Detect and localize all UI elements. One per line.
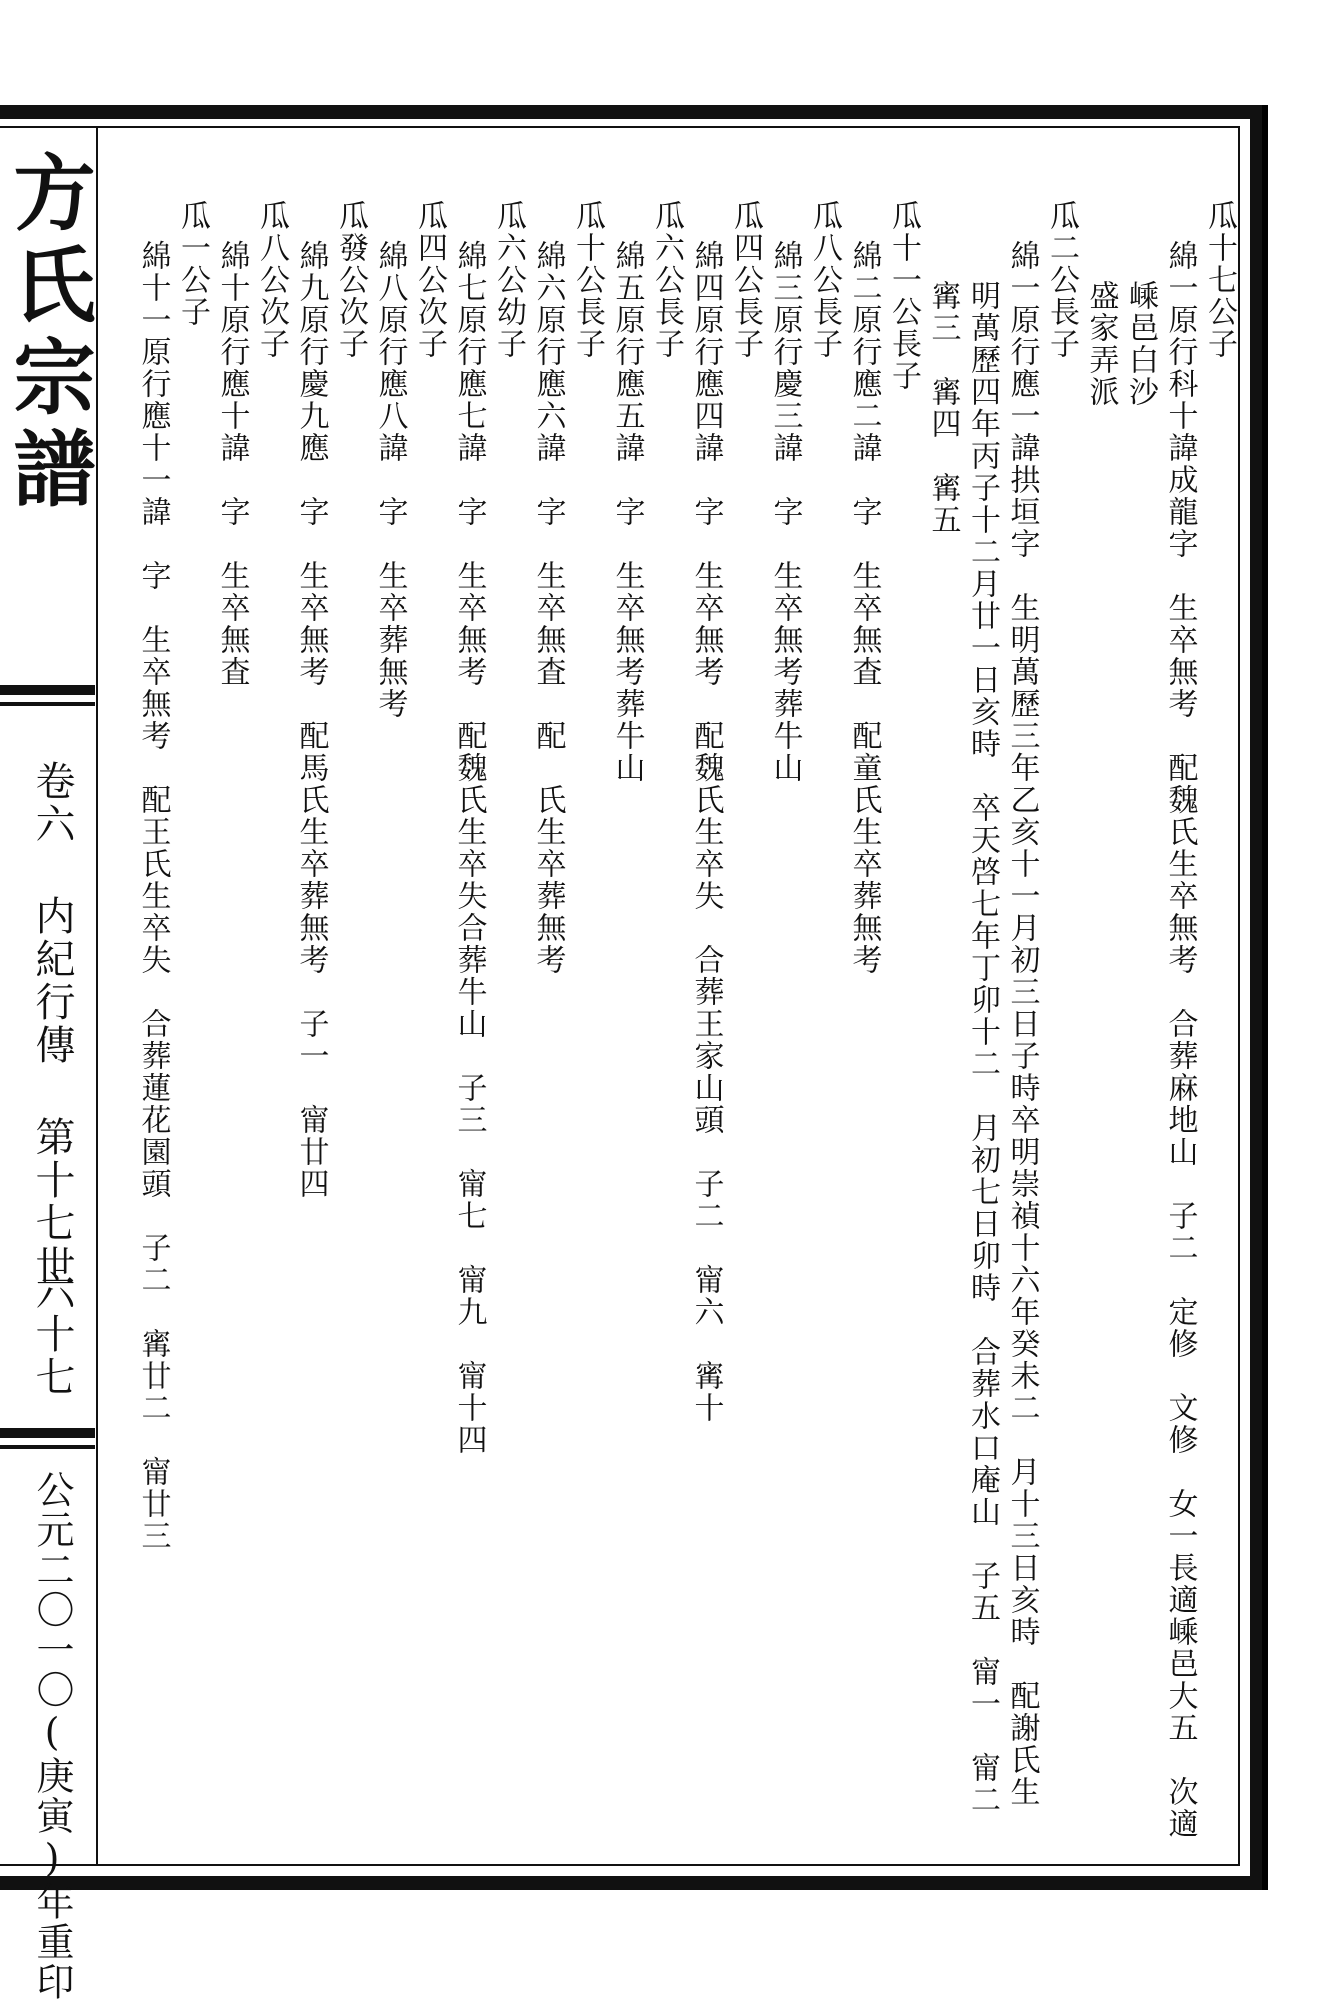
- entry-column: 寗三 寗四 寗五: [925, 280, 961, 536]
- entry-column: 綿十原行應十諱 字 生卒無査: [214, 240, 250, 688]
- entry-column: 明萬歷四年丙子十二月廿一日亥時 卒天啓七年丁卯十二 月初七日卯時 合葬水口庵山 子五 甯一 甯二: [965, 280, 1000, 1816]
- entry-column: 盛家弄派: [1083, 280, 1119, 408]
- margin-band: [0, 702, 95, 706]
- entry-column: 綿二原行應二諱 字 生卒無査 配童氏生卒葬無考: [846, 240, 882, 976]
- parent-line: 瓜八公次子: [254, 200, 289, 360]
- parent-line: 瓜六公長子: [649, 200, 684, 360]
- margin-band: [0, 1445, 95, 1449]
- margin-band: [0, 685, 95, 695]
- entry-column: 綿一原行應一諱拱垣字 生明萬歷三年乙亥十一月初三日子時卒明崇禎十六年癸未二 月十三日亥時 配謝氏生: [1004, 240, 1040, 1808]
- margin-divider: [96, 126, 98, 1866]
- parent-line: 瓜六公幼子: [491, 200, 526, 360]
- frame-inner-line-top: [0, 126, 1240, 128]
- book-title: 方氏宗譜: [0, 150, 96, 518]
- entry-column: 綿七原行應七諱 字 生卒無考 配魏氏生卒失合葬牛山 子三 甯七 甯九 甯十四: [451, 240, 487, 1456]
- entry-column: 綿八原行應八諱 字 生卒葬無考: [372, 240, 408, 720]
- parent-line: 瓜八公長子: [807, 200, 842, 360]
- entry-column: 綿四原行應四諱 字 生卒無考 配魏氏生卒失 合葬王家山頭 子二 甯六 寗十: [688, 240, 724, 1424]
- margin-band: [0, 1428, 95, 1438]
- frame-bottom-border: [0, 1876, 1262, 1890]
- frame-inner-line-bottom: [0, 1864, 1240, 1866]
- frame-top-border: [0, 105, 1262, 119]
- frame-inner-line-right: [1238, 126, 1240, 1866]
- entry-column: 綿九原行慶九應 字 生卒無考 配馬氏生卒葬無考 子一 甯廿四: [293, 240, 329, 1200]
- entry-column: 綿三原行慶三諱 字 生卒無考葬牛山: [767, 240, 803, 784]
- parent-line: 瓜發公次子: [333, 200, 368, 360]
- parent-line: 瓜一公子: [175, 200, 210, 328]
- parent-line: 瓜四公次子: [412, 200, 447, 360]
- entry-column: 綿五原行應五諱 字 生卒無考葬牛山: [609, 240, 645, 784]
- parent-line: 瓜十七公子: [1202, 200, 1237, 360]
- reprint-note: 公元二〇一〇(庚寅)年重印: [30, 1470, 74, 2002]
- volume-info: 卷六 内紀行傳 第十七世: [29, 760, 75, 1288]
- entry-column: 綿十一原行應十一諱 字 生卒無考 配王氏生卒失 合葬蓮花園頭 子二 寗廿二 甯廿三: [135, 240, 171, 1552]
- entry-column: 嵊邑白沙: [1123, 280, 1158, 408]
- parent-line: 瓜十公長子: [570, 200, 605, 360]
- frame-outer-edge: [1262, 105, 1268, 1890]
- entry-column: 綿六原行應六諱 字 生卒無査 配 氏生卒葬無考: [530, 240, 566, 976]
- parent-line: 瓜四公長子: [728, 200, 763, 360]
- entry-column: 綿一原行科十諱成龍字 生卒無考 配魏氏生卒無考 合葬麻地山 子二 定修 文修 女一長適嵊邑大五 次適: [1162, 240, 1198, 1840]
- parent-line: 瓜二公長子: [1044, 200, 1079, 360]
- page-number: 六十七: [29, 1270, 75, 1399]
- parent-line: 瓜十一公長子: [886, 200, 921, 392]
